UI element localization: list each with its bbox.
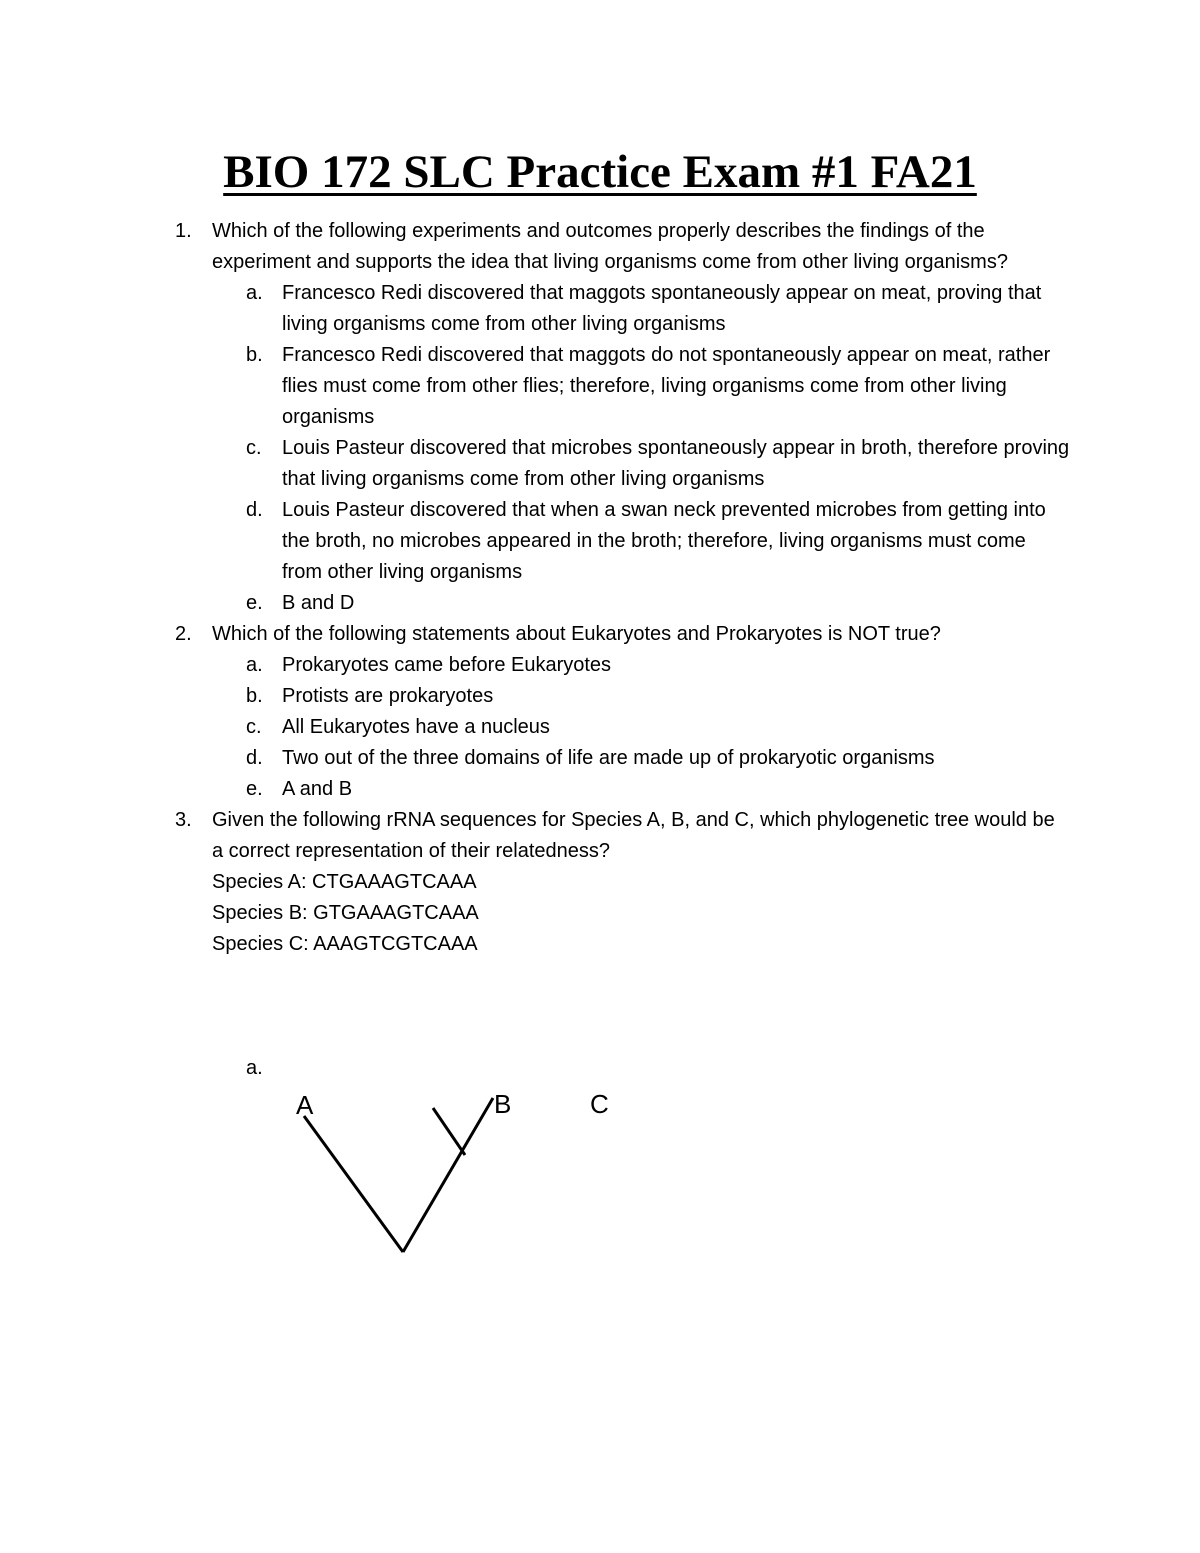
option-letter: b. [246,685,263,707]
option-text: Francesco Redi discovered that maggots spontaneously appear on meat, proving that living organisms come from other living organisms [282,282,1042,335]
option-letter: b. [246,344,263,366]
option-letter: d. [246,499,263,521]
sequence-species-a: Species A: CTGAAAGTCAAA [212,871,477,893]
option-1e [0,588,1200,619]
question-number: 1. [175,220,192,242]
question-text: Which of the following experiments and outcomes properly describes the findings of the experiment and supports the idea that living organisms come from other living organisms? [212,220,1008,273]
tree-option-letter: a. [246,1057,263,1079]
page-title: BIO 172 SLC Practice Exam #1 FA21 [223,146,977,198]
option-letter: d. [246,747,263,769]
option-text: Francesco Redi discovered that maggots do not spontaneously appear on meat, rather flies must come from other flies; therefore, living organisms come from other living organisms [282,344,1051,428]
option-text: Louis Pasteur discovered that when a swan neck prevented microbes from getting into the broth, no microbes appeared in the broth; therefore, living organisms must come from other living organisms [282,499,1046,583]
tree-label-a: A [296,1090,314,1120]
option-1a [0,278,1200,340]
option-text: Protists are prokaryotes [282,685,494,707]
option-letter: e. [246,592,263,614]
tree-branch-short [433,1108,465,1155]
option-letter: e. [246,778,263,800]
tree-label-c: C [590,1089,609,1119]
option-text: All Eukaryotes have a nucleus [282,716,550,738]
tree-branch-b [403,1098,493,1252]
exam-content [0,216,1200,960]
question-3 [0,805,1200,867]
option-letter: a. [246,654,263,676]
option-1b [0,340,1200,433]
question-text: Given the following rRNA sequences for Species A, B, and C, which phylogenetic tree would be a correct representation of their relatedness? [212,809,1055,862]
question-text: Which of the following statements about Eukaryotes and Prokaryotes is NOT true? [212,623,941,645]
tree-label-b: B [494,1089,512,1119]
option-1c [0,433,1200,495]
option-text: Prokaryotes came before Eukaryotes [282,654,612,676]
option-2d [0,743,1200,774]
option-letter: c. [246,437,262,459]
question-number: 2. [175,623,192,645]
tree-branch-a [304,1116,403,1252]
option-text: Two out of the three domains of life are made up of prokaryotic organisms [282,747,935,769]
option-2c [0,712,1200,743]
phylogenetic-tree-diagram [280,1085,640,1265]
question-1 [0,216,1200,278]
sequence-species-c: Species C: AAAGTCGTCAAA [212,933,478,955]
option-2a [0,650,1200,681]
option-2e [0,774,1200,805]
option-text: Louis Pasteur discovered that microbes spontaneously appear in broth, therefore proving that living organisms come from other living organisms [282,437,1070,490]
option-letter: c. [246,716,262,738]
option-2b [0,681,1200,712]
question-2 [0,619,1200,650]
option-text: B and D [282,592,355,614]
option-text: A and B [282,778,353,800]
question-number: 3. [175,809,192,831]
sequence-species-b: Species B: GTGAAAGTCAAA [212,902,479,924]
option-1d [0,495,1200,588]
option-letter: a. [246,282,263,304]
